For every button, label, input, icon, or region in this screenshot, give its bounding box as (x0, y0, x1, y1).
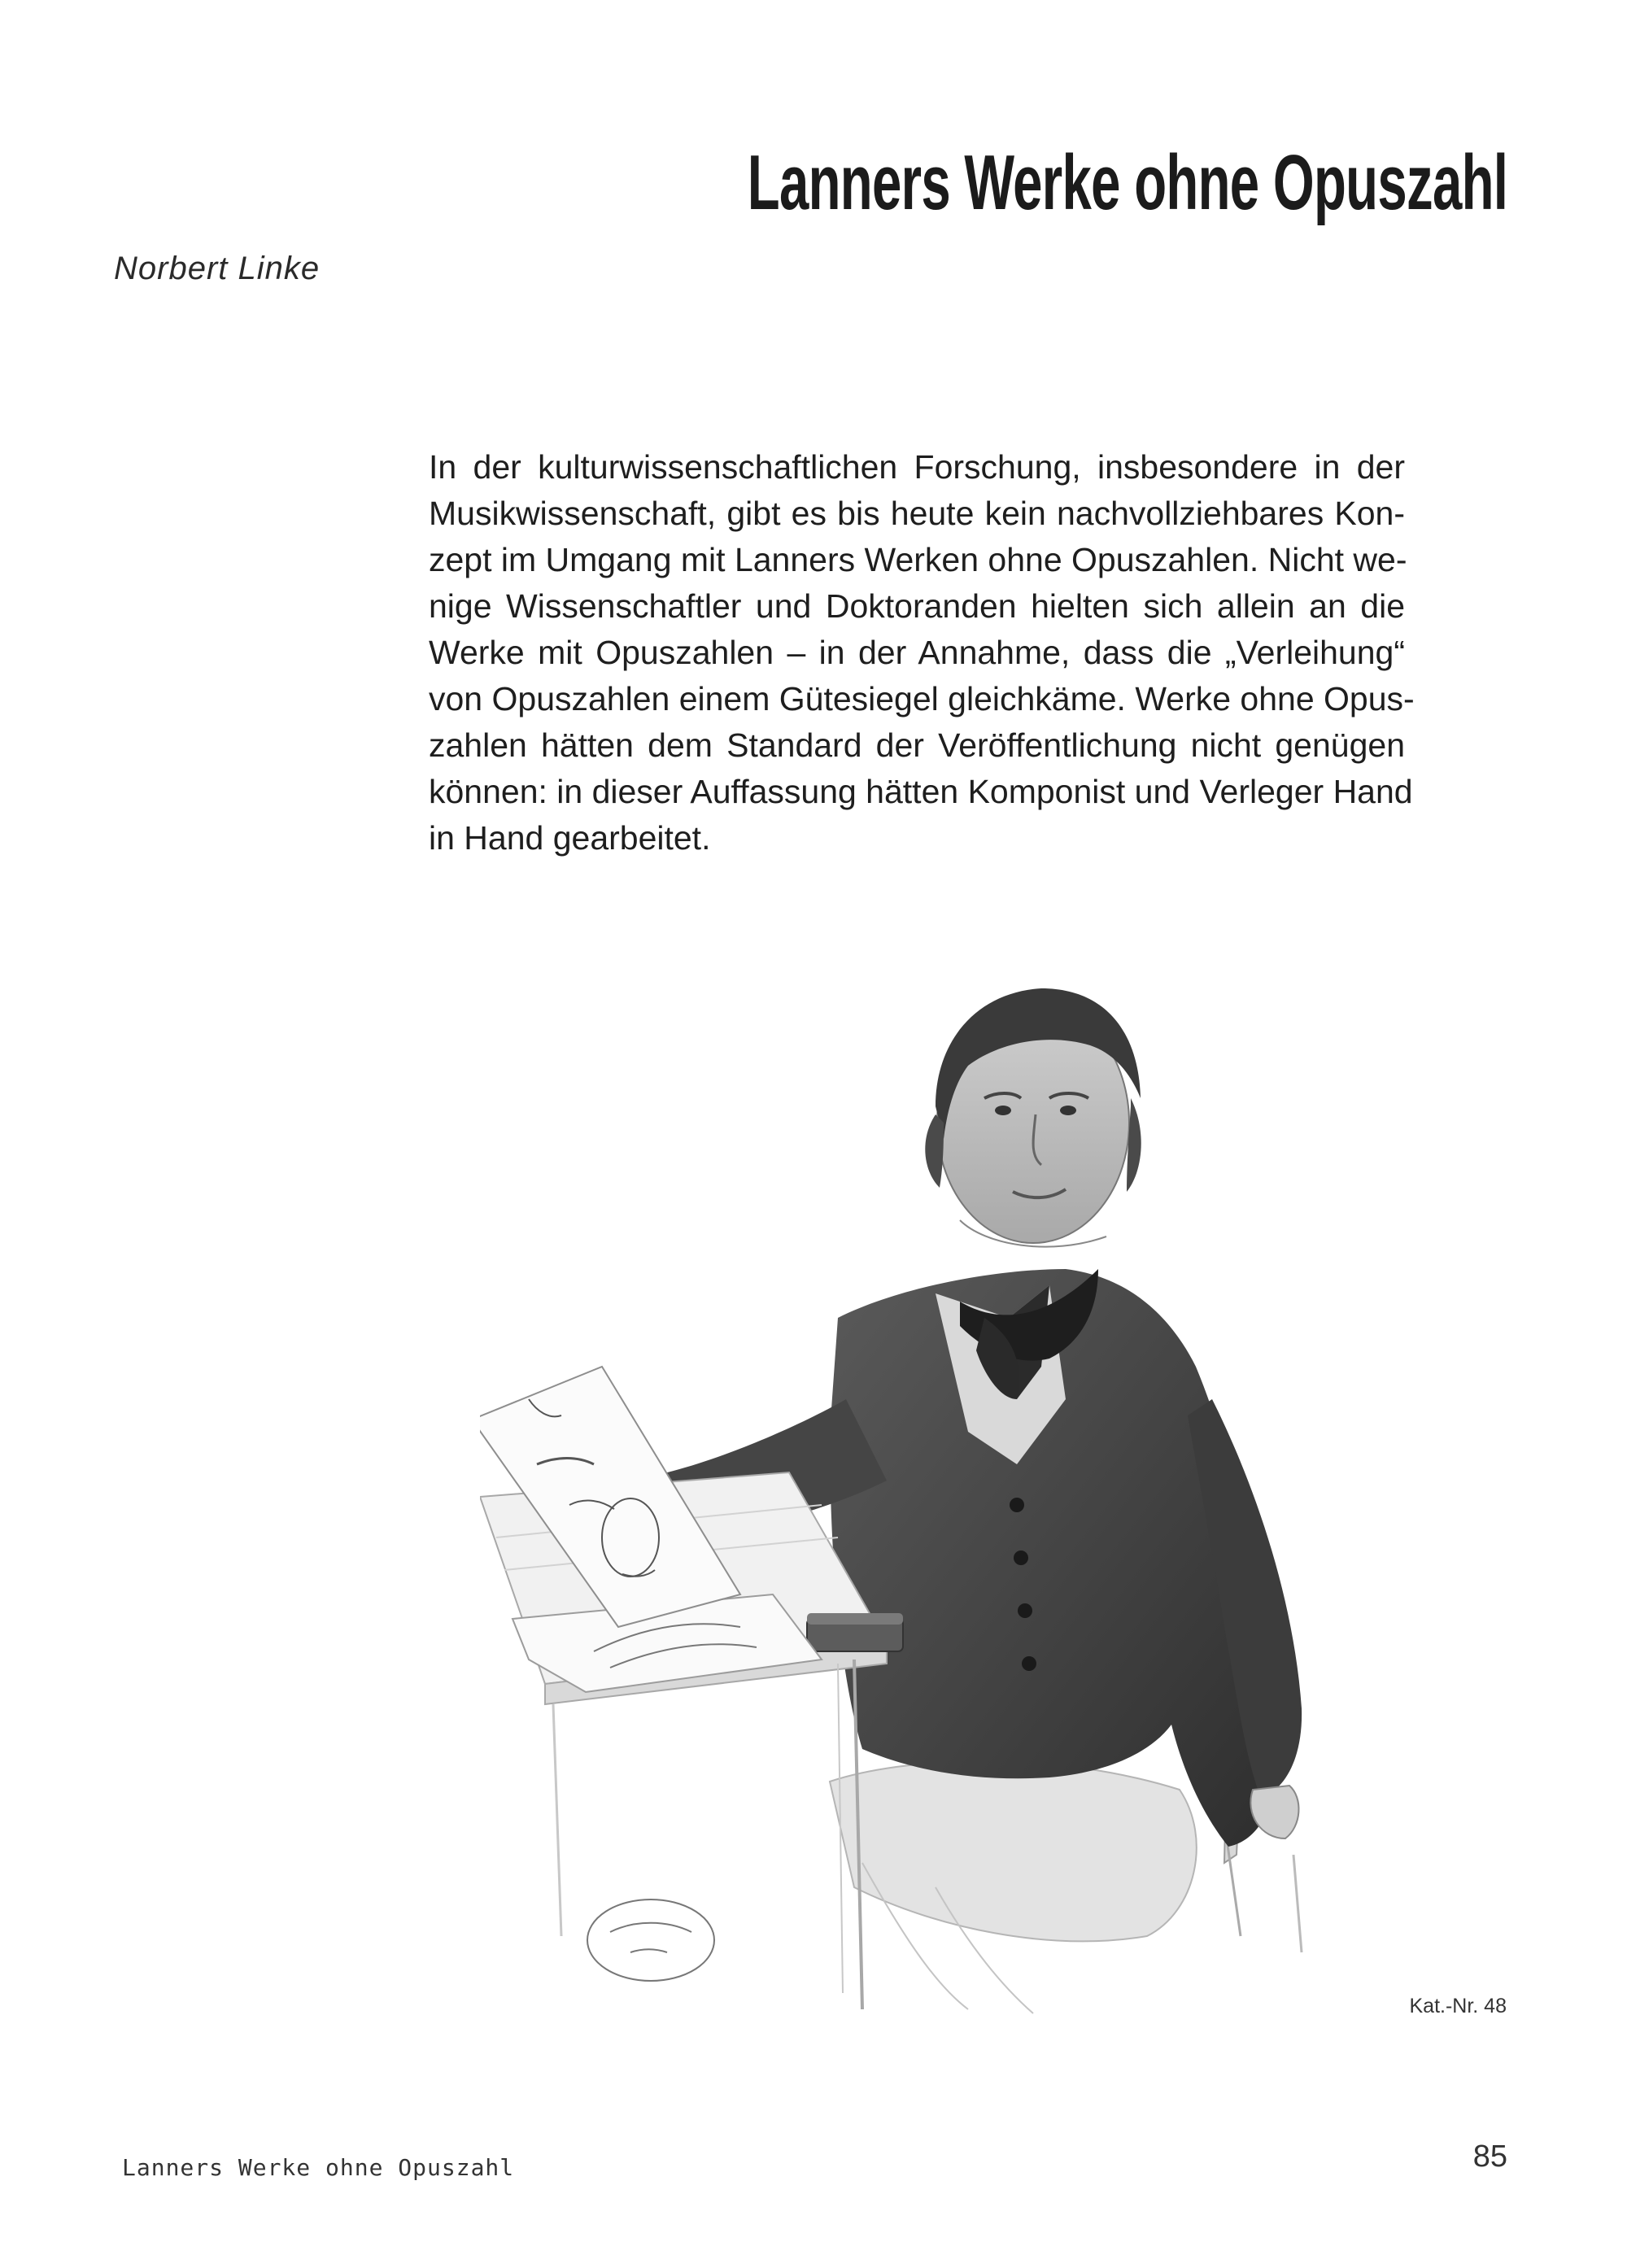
body-line: nige Wissenschaftler und Doktoranden hielten sich allein an die (429, 587, 1405, 625)
author-name: Norbert Linke (114, 251, 321, 286)
body-line: zept im Umgang mit Lanners Werken ohne Opuszahlen. Nicht we- (429, 541, 1407, 578)
body-line: Musikwissenschaft, gibt es bis heute kein nachvollziehbares Kon- (429, 495, 1405, 532)
page-title: Lanners Werke ohne Opuszahl (747, 139, 1507, 226)
body-line: können: in dieser Auffassung hätten Komponist und Verleger Hand (429, 773, 1413, 810)
body-line: in Hand gearbeitet. (429, 819, 711, 857)
running-footer: Lanners Werke ohne Opuszahl (122, 2154, 515, 2181)
body-line: Werke mit Opuszahlen – in der Annahme, dass die „Verleihung“ (429, 634, 1405, 671)
body-line: In der kulturwissenschaftlichen Forschung, insbesondere in der (429, 448, 1405, 486)
portrait-lithograph (480, 976, 1415, 2017)
body-line: von Opuszahlen einem Gütesiegel gleichkäme. Werke ohne Opus- (429, 680, 1415, 717)
page-number: 85 (1472, 2139, 1507, 2174)
body-paragraph (429, 444, 1415, 861)
body-line: zahlen hätten dem Standard der Veröffentlichung nicht genügen (429, 726, 1405, 764)
figure-caption: Kat.-Nr. 48 (1409, 1995, 1507, 2017)
